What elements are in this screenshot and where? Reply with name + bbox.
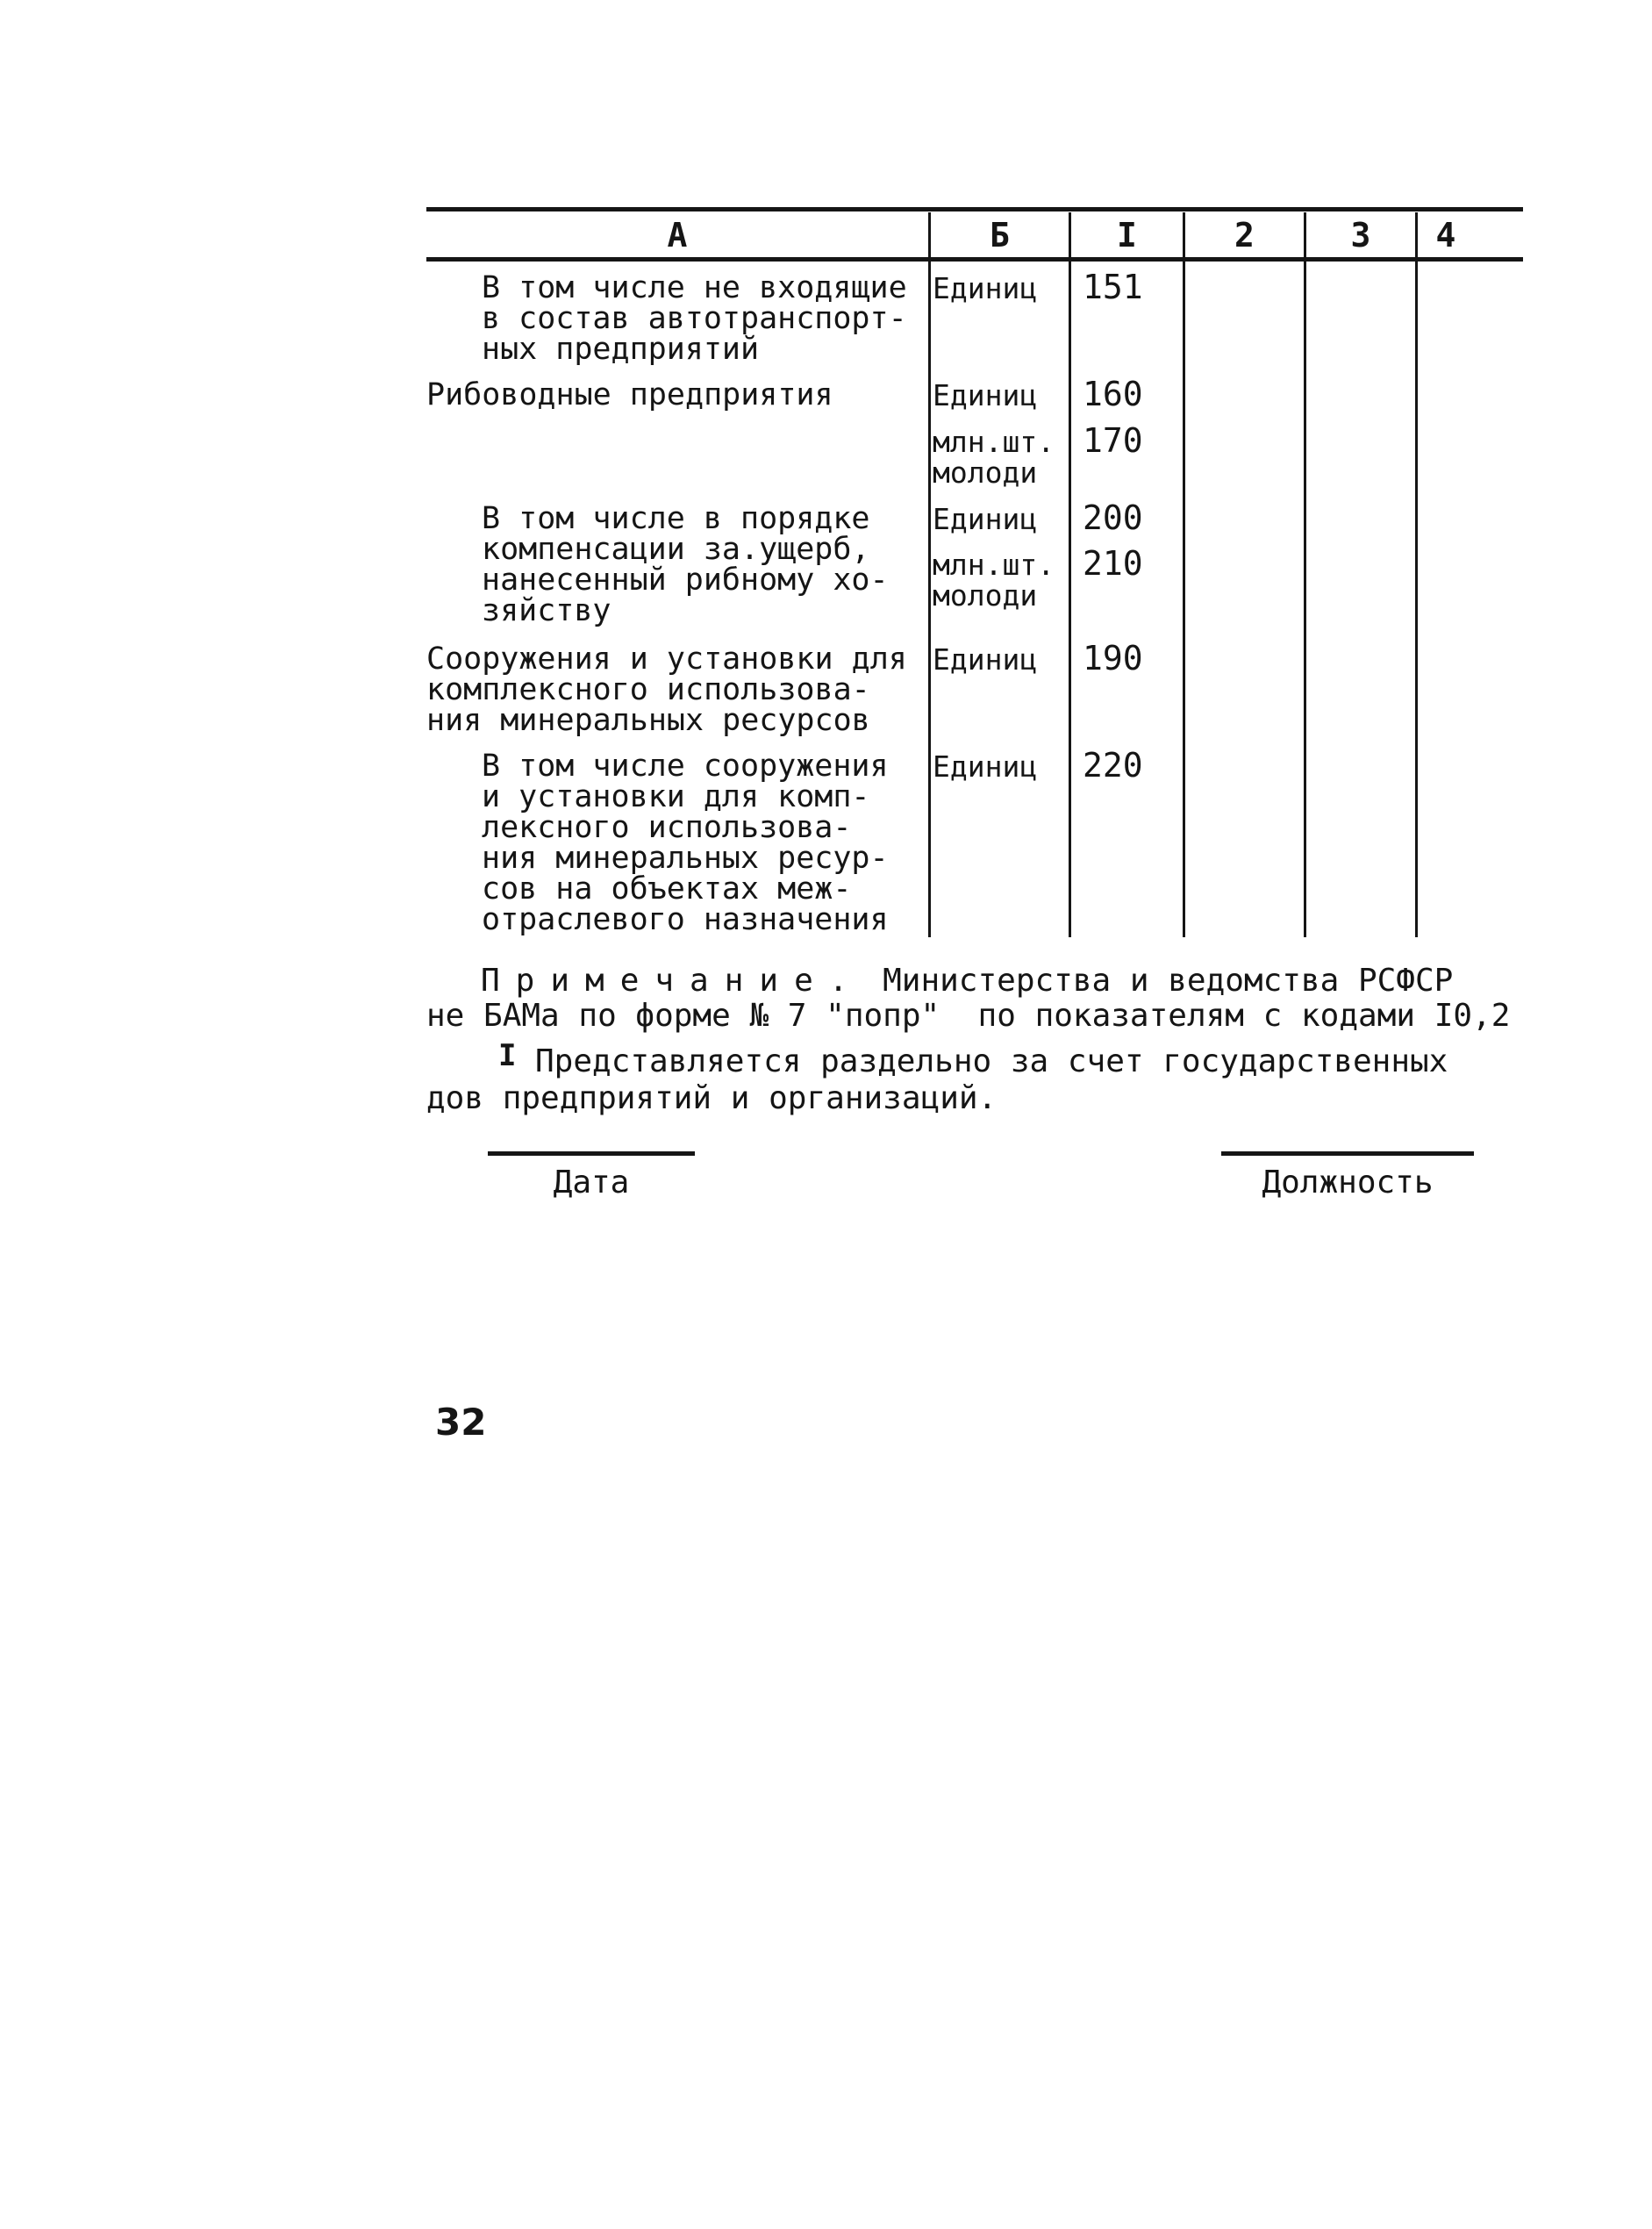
date-signature-line (488, 1151, 695, 1156)
note-text: Министерства и ведомства РСФСР (883, 963, 1454, 999)
table-top-rule (426, 207, 1523, 211)
table-cell-indicator: В том числе не входящие в состав автотранспорт- ных предприятий (482, 270, 907, 367)
table-cell-indicator: Рибоводные предприятия (426, 377, 833, 412)
table-cell-code: 210 (1083, 544, 1143, 583)
table-cell-code: 190 (1083, 639, 1143, 677)
column-divider (1183, 212, 1185, 937)
note-label: Примечание. (481, 963, 864, 999)
table-cell-code: 160 (1083, 375, 1143, 413)
footnote-mark: I (498, 1038, 517, 1073)
column-divider (1415, 212, 1418, 937)
data-table (426, 207, 1523, 937)
footnote-line-2: дов предприятий и организаций. (426, 1080, 998, 1116)
table-cell-code: 151 (1083, 268, 1143, 306)
note-line-1 (481, 965, 1453, 997)
table-cell-unit: Единиц (933, 271, 1038, 305)
column-header-2: 2 (1234, 216, 1255, 254)
column-header-a: А (667, 216, 688, 254)
table-cell-code: 220 (1083, 746, 1143, 785)
table-cell-indicator: В том числе сооружения и установки для комп- лексного использова- ния минеральных ресур- сов на объектах меж- отраслевого назначения (482, 749, 889, 937)
table-cell-indicator: В том числе в порядке компенсации за.ущерб, нанесенный рибному хо- зяйству (482, 501, 889, 628)
position-label: Должность (1262, 1165, 1434, 1201)
column-divider (1069, 212, 1071, 937)
table-cell-unit: млн.шт. молоди (933, 425, 1055, 490)
table-cell-unit: Единиц (933, 642, 1038, 677)
column-divider (1304, 212, 1306, 937)
note-line-2: не БАМа по форме № 7 "попр" по показателям с кодами I0,2 (426, 998, 1511, 1034)
table-cell-code: 170 (1083, 421, 1143, 460)
table-header-rule (426, 257, 1523, 262)
footnote-line-1: Представляется раздельно за счет государственных (535, 1043, 1448, 1079)
column-header-1: I (1117, 216, 1137, 254)
table-cell-unit: Единиц (933, 378, 1038, 412)
table-cell-unit: млн.шт. молоди (933, 548, 1055, 613)
table-cell-unit: Единиц (933, 749, 1038, 784)
column-header-4: 4 (1435, 216, 1456, 254)
column-header-b: Б (990, 216, 1010, 254)
position-signature-line (1221, 1151, 1474, 1156)
table-cell-indicator: Сооружения и установки для комплексного использова- ния минеральных ресурсов (426, 641, 907, 738)
page-number: 32 (435, 1401, 487, 1444)
table-cell-code: 200 (1083, 498, 1143, 537)
column-header-3: 3 (1350, 216, 1371, 254)
column-divider (928, 212, 931, 937)
table-cell-unit: Единиц (933, 502, 1038, 536)
date-label: Дата (553, 1165, 630, 1201)
